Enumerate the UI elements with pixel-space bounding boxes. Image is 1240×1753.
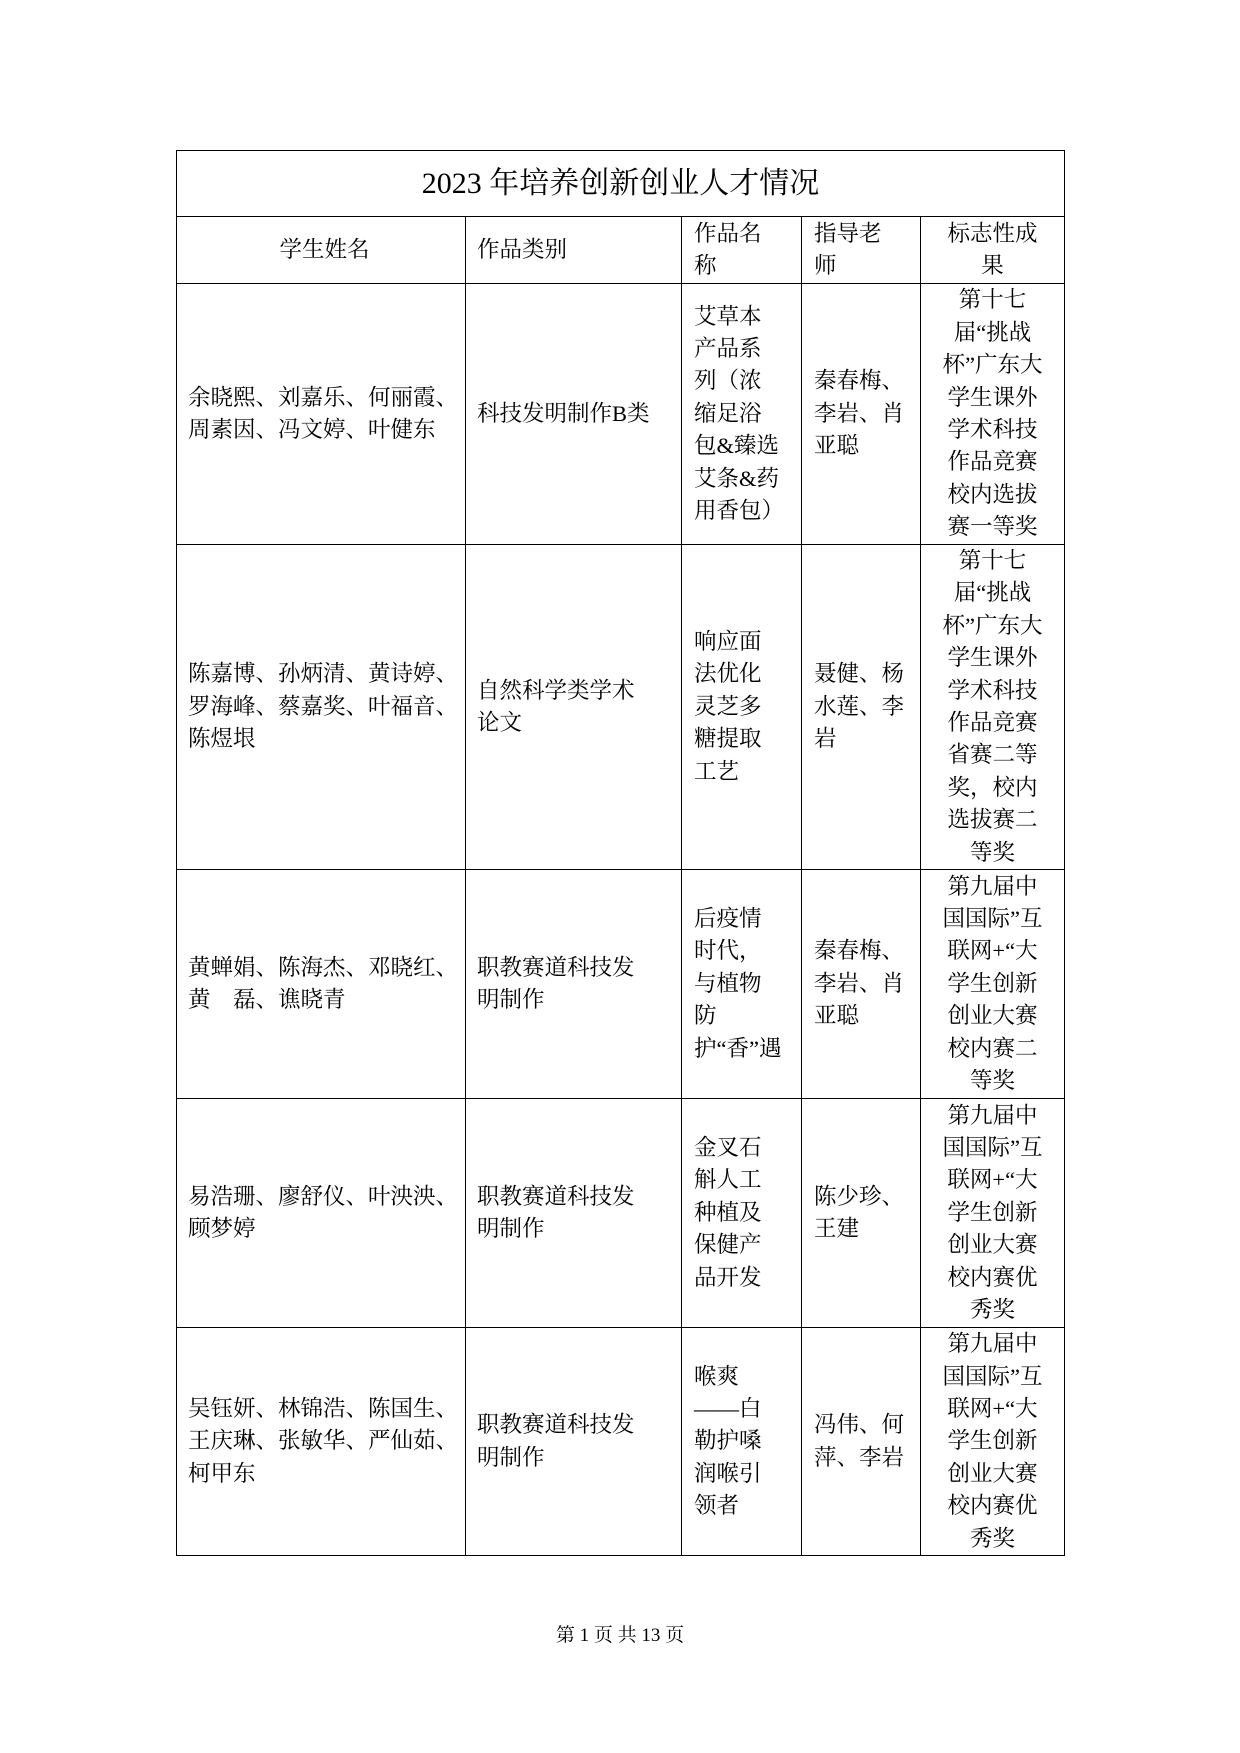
table-row [177,1328,1065,1556]
table-row [177,284,1065,545]
achievement-cell: 第九届中国国际”互联网+“大学生创新创业大赛校内赛优秀奖 [921,1099,1065,1328]
advisors-cell: 秦春梅、李岩、肖亚聪 [802,284,921,545]
achievement-cell: 第九届中国国际”互联网+“大学生创新创业大赛校内赛二等奖 [921,870,1065,1099]
students-cell: 吴钰妍、林锦浩、陈国生、王庆琳、张敏华、严仙茹、柯甲东 [177,1328,466,1556]
work-cell: 响应面法优化灵芝多糖提取工艺 [682,545,802,870]
category-cell: 职教赛道科技发明制作 [466,870,682,1099]
column-header-work: 作品名称 [682,217,802,284]
category-cell: 自然科学类学术论文 [466,545,682,870]
category-cell: 科技发明制作B类 [466,284,682,545]
table-title: 2023 年培养创新创业人才情况 [177,151,1065,217]
advisors-cell: 冯伟、何萍、李岩 [802,1328,921,1556]
work-cell: 艾草本产品系列（浓缩足浴包&臻选艾条&药用香包） [682,284,802,545]
achievement-cell: 第九届中国国际”互联网+“大学生创新创业大赛校内赛优秀奖 [921,1328,1065,1556]
achievement-cell: 第十七届“挑战杯”广东大学生课外学术科技作品竞赛省赛二等奖，校内选拔赛二等奖 [921,545,1065,870]
column-header-category: 作品类别 [466,217,682,284]
table-row [177,545,1065,870]
advisors-cell: 陈少珍、王建 [802,1099,921,1328]
column-header-advisors: 指导老师 [802,217,921,284]
advisors-cell: 秦春梅、李岩、肖亚聪 [802,870,921,1099]
column-header-achievement: 标志性成果 [921,217,1065,284]
students-cell: 余晓熙、刘嘉乐、何丽霞、周素因、冯文婷、叶健东 [177,284,466,545]
advisors-cell: 聂健、杨水莲、李岩 [802,545,921,870]
category-cell: 职教赛道科技发明制作 [466,1099,682,1328]
work-cell: 后疫情时代，与植物防护“香”遇 [682,870,802,1099]
work-cell: 金叉石斛人工种植及保健产品开发 [682,1099,802,1328]
table-row [177,1099,1065,1328]
achievement-cell: 第十七届“挑战杯”广东大学生课外学术科技作品竞赛校内选拔赛一等奖 [921,284,1065,545]
page-number-footer: 第 1 页 共 13 页 [555,1625,685,1646]
achievements-table [176,150,1065,1556]
category-cell: 职教赛道科技发明制作 [466,1328,682,1556]
table-row [177,870,1065,1099]
column-header-students: 学生姓名 [177,217,466,284]
students-cell: 易浩珊、廖舒仪、叶泱泱、顾梦婷 [177,1099,466,1328]
title-row [177,151,1065,217]
work-cell: 喉爽——白勒护嗓润喉引领者 [682,1328,802,1556]
students-cell: 陈嘉博、孙炳清、黄诗婷、罗海峰、蔡嘉奖、叶福音、陈煜垠 [177,545,466,870]
students-cell: 黄蝉娟、陈海杰、邓晓红、黄 磊、谯晓青 [177,870,466,1099]
header-row [177,217,1065,284]
